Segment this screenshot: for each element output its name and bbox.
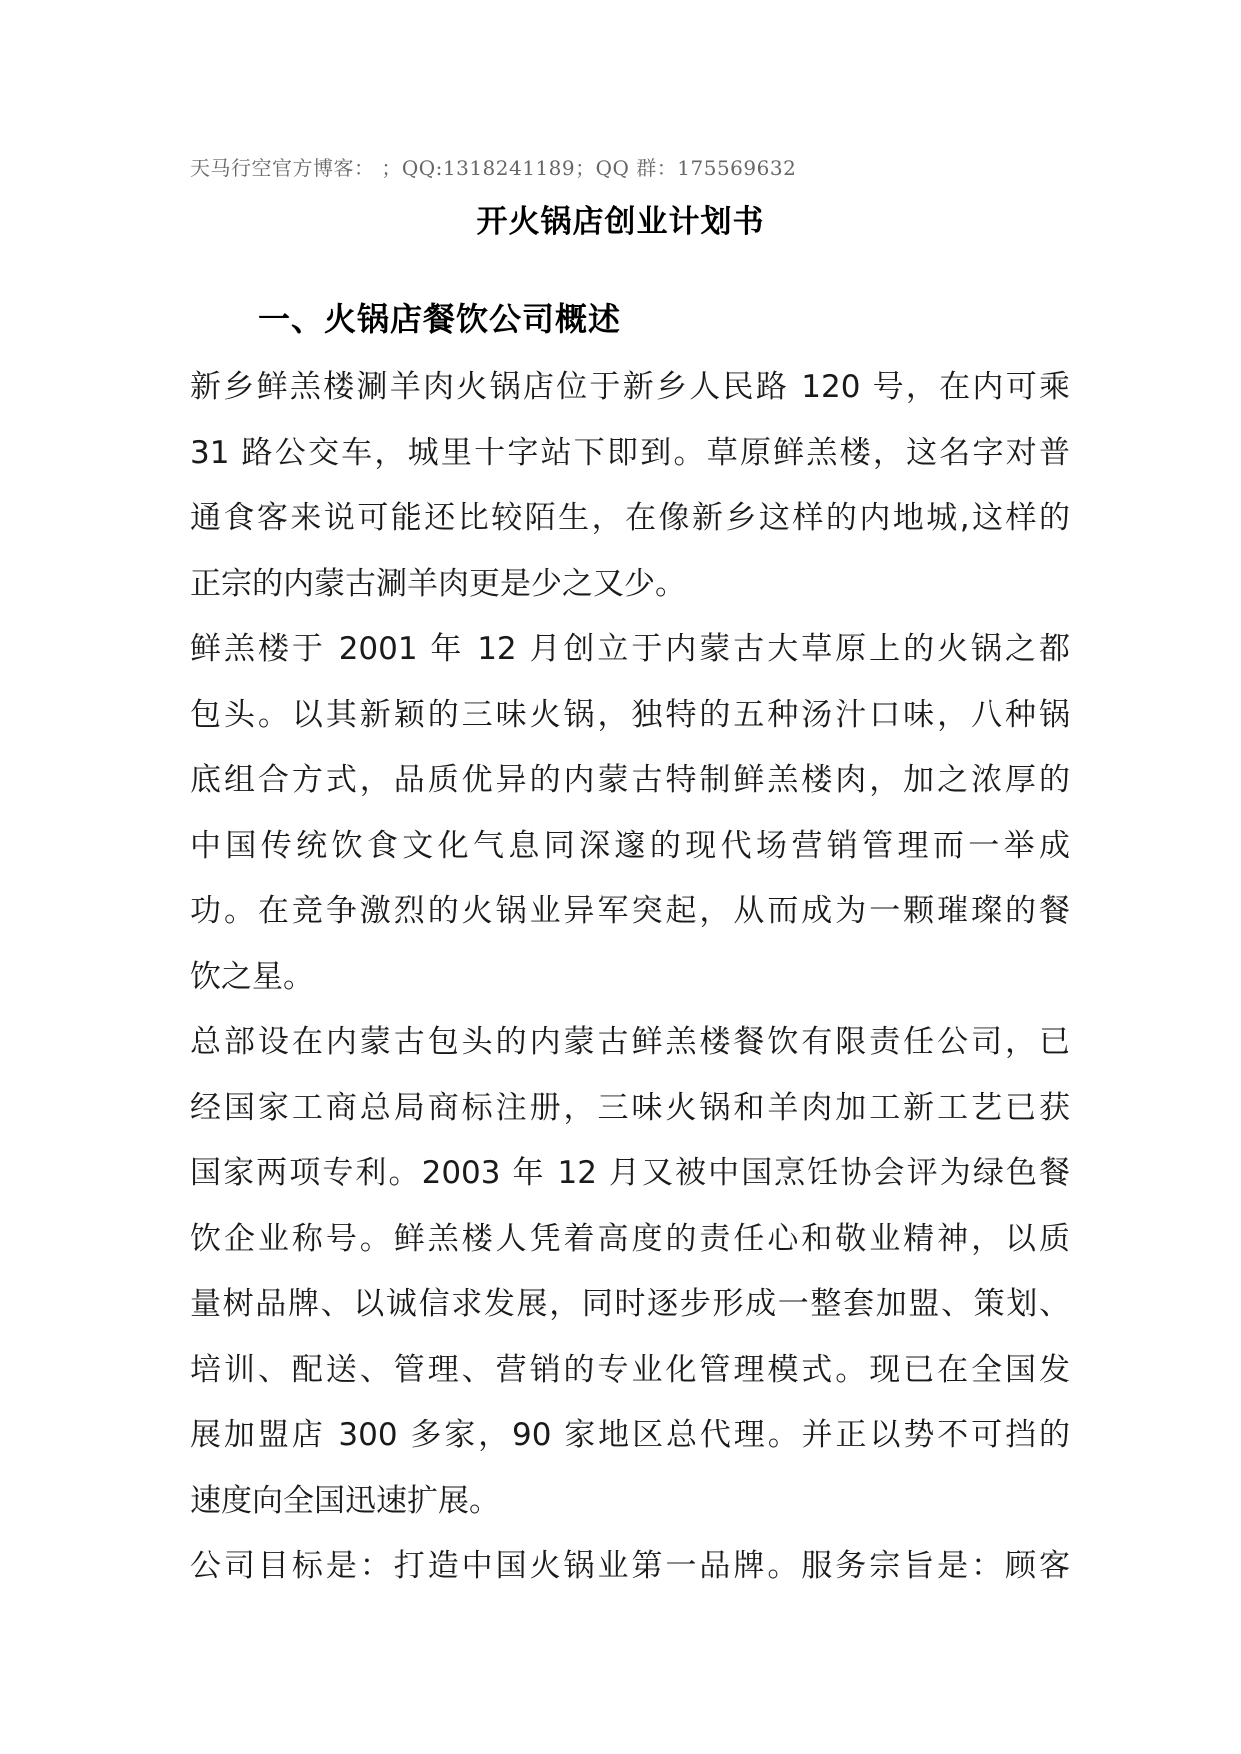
paragraph-line: 31 路公交车，城里十字站下即到。草原鲜羔楼，这名字对普: [190, 434, 1070, 471]
section-heading: 一、火锅店餐饮公司概述: [258, 300, 622, 338]
paragraph-line: 通食客来说可能还比较陌生，在像新乡这样的内地城,这样的: [190, 500, 1070, 536]
paragraph-line: 饮企业称号。鲜羔楼人凭着高度的责任心和敬业精神，以质: [190, 1220, 1070, 1257]
paragraph-line: 中国传统饮食文化气息同深邃的现代场营销管理而一举成: [190, 827, 1070, 864]
paragraph-line: 量树品牌、以诚信求发展，同时逐步形成一整套加盟、策划、: [190, 1286, 1070, 1322]
header-contact-line: 天马行空官方博客： ；QQ:1318241189；QQ 群：175569632: [190, 156, 797, 180]
paragraph-line: 速度向全国迅速扩展。: [190, 1482, 500, 1519]
paragraph-line: 总部设在内蒙古包头的内蒙古鲜羔楼餐饮有限责任公司，已: [190, 1024, 1070, 1060]
paragraph-line: 底组合方式，品质优异的内蒙古特制鲜羔楼肉，加之浓厚的: [190, 762, 1070, 798]
paragraph-line: 新乡鲜羔楼涮羊肉火锅店位于新乡人民路 120 号，在内可乘: [190, 369, 1070, 405]
paragraph-line: 公司目标是：打造中国火锅业第一品牌。服务宗旨是：顾客: [190, 1548, 1070, 1584]
paragraph-line: 功。在竞争激烈的火锅业异军突起，从而成为一颗璀璨的餐: [190, 893, 1070, 929]
paragraph-line: 包头。以其新颖的三味火锅，独特的五种汤汁口味，八种锅: [190, 696, 1070, 733]
paragraph-line: 饮之星。: [190, 958, 314, 995]
paragraph-line: 鲜羔楼于 2001 年 12 月创立于内蒙古大草原上的火锅之都: [190, 631, 1070, 667]
document-title: 开火锅店创业计划书: [476, 204, 765, 240]
paragraph-line: 国家两项专利。2003 年 12 月又被中国烹饪协会评为绿色餐: [190, 1155, 1070, 1191]
paragraph-line: 正宗的内蒙古涮羊肉更是少之又少。: [190, 565, 686, 602]
body-text: [190, 355, 1070, 1600]
paragraph-line: 培训、配送、管理、营销的专业化管理模式。现已在全国发: [190, 1351, 1070, 1388]
paragraph-line: 经国家工商总局商标注册，三味火锅和羊肉加工新工艺已获: [190, 1089, 1070, 1126]
paragraph-line: 展加盟店 300 多家，90 家地区总代理。并正以势不可挡的: [190, 1417, 1070, 1453]
